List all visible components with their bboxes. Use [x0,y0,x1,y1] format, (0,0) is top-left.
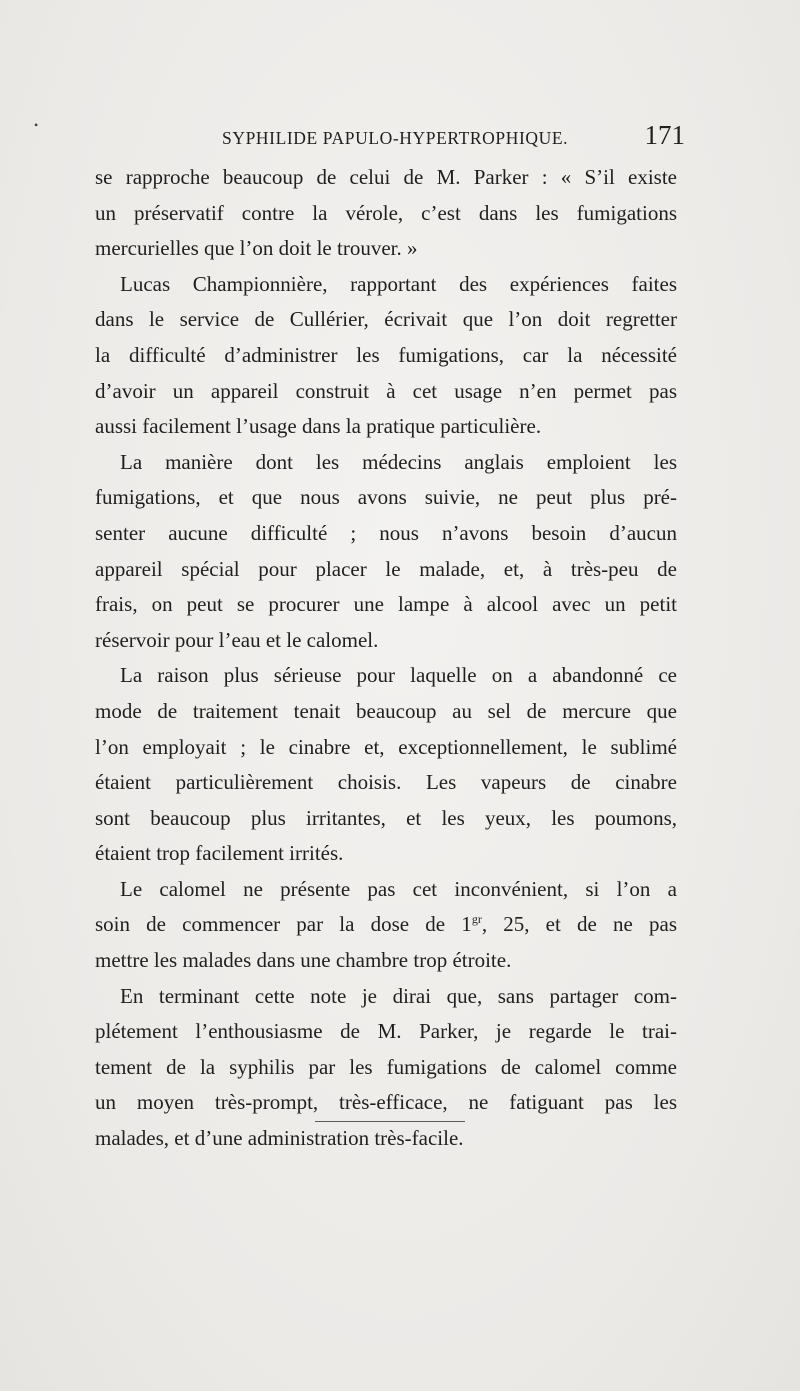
text-line: étaient trop facilement irrités. [95,841,344,866]
margin-mark: • [34,118,39,132]
dose-unit: gr [471,912,482,927]
text-line: se rapproche beaucoup de celui de M. Parker : « S’il existe [95,165,677,189]
text-line: l’on employait ; le cinabre et, exceptionnellement, le sublimé [95,734,677,759]
running-title: SYPHILIDE PAPULO-HYPERTROPHIQUE. [222,128,569,148]
dose-rest: , 25, et de ne pas [481,912,677,937]
footnote-rule [315,1121,465,1122]
text-line: mercurielles que l’on doit le trouver. » [95,236,418,261]
text-line: senter aucune difficulté ; nous n’avons besoin d’aucun [95,520,677,545]
text-line: La raison plus sérieuse pour laquelle on a abandonné ce [120,663,677,688]
body-text [95,160,677,1157]
dose-text: soin de commencer par la dose de 1 [95,912,472,937]
text-line: Lucas Championnière, rapportant des expériences faites [120,271,677,296]
text-line: étaient particulièrement choisis. Les vapeurs de cinabre [95,770,677,795]
text-line-dose [95,907,677,943]
text-line: un préservatif contre la vérole, c’est dans les fumigations [95,200,677,225]
text-line: mode de traitement tenait beaucoup au sel de mercure que [95,698,677,723]
text-line: plétement l’enthousiasme de M. Parker, je regarde le trai- [95,1019,677,1044]
text-line: Le calomel ne présente pas cet inconvénient, si l’on a [120,876,677,901]
text-line: mettre les malades dans une chambre trop étroite. [95,948,512,973]
text-line: sont beaucoup plus irritantes, et les yeux, les poumons, [95,805,677,830]
text-line: En terminant cette note je dirai que, sans partager com- [120,983,677,1008]
text-line: réservoir pour l’eau et le calomel. [95,627,379,652]
page-number: 171 [644,120,685,150]
text-line: un moyen très-prompt, très-efficace, ne fatiguant pas les [95,1090,677,1115]
text-line: appareil spécial pour placer le malade, et, à très-peu de [95,556,677,581]
text-line: dans le service de Cullérier, écrivait que l’on doit regretter [95,307,677,332]
page-header [210,118,685,154]
text-line: d’avoir un appareil construit à cet usage n’en permet pas [95,378,677,403]
text-line: aussi facilement l’usage dans la pratique particulière. [95,414,542,439]
text-line: fumigations, et que nous avons suivie, ne peut plus pré- [95,485,677,510]
text-line: tement de la syphilis par les fumigations de calomel comme [95,1054,677,1079]
text-line: La manière dont les médecins anglais emploient les [120,449,677,474]
text-line: la difficulté d’administrer les fumigations, car la nécessité [95,342,677,367]
text-line: malades, et d’une administration très-facile. [95,1126,464,1151]
text-line: frais, on peut se procurer une lampe à alcool avec un petit [95,592,677,617]
